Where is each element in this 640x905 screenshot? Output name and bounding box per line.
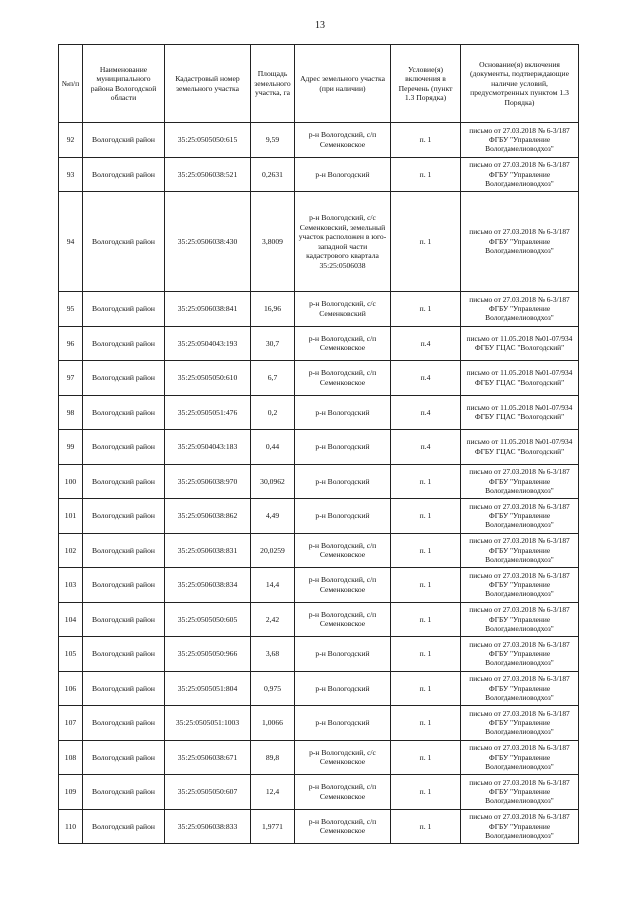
cell-number: 103 bbox=[59, 568, 83, 603]
cell-area: 30,7 bbox=[251, 326, 295, 361]
header-condition: Условие(я) включения в Перечень (пункт 1.3 Порядка) bbox=[391, 45, 461, 123]
cell-cadastral: 35:25:0506038:833 bbox=[165, 809, 251, 844]
cell-basis: письмо от 27.03.2018 № 6-3/187 ФГБУ "Управление Вологдамелиоводхоз" bbox=[461, 192, 579, 292]
cell-area: 1,0066 bbox=[251, 706, 295, 741]
cell-condition: п. 1 bbox=[391, 533, 461, 568]
cell-condition: п.4 bbox=[391, 361, 461, 396]
cell-basis: письмо от 27.03.2018 № 6-3/187 ФГБУ "Управление Вологдамелиоводхоз" bbox=[461, 602, 579, 637]
table-row bbox=[59, 430, 579, 465]
cell-condition: п. 1 bbox=[391, 637, 461, 672]
header-district: Наименование муниципального района Вологодской области bbox=[83, 45, 165, 123]
cell-number: 97 bbox=[59, 361, 83, 396]
cell-district: Вологодский район bbox=[83, 292, 165, 327]
table-row bbox=[59, 361, 579, 396]
cell-address: р-н Вологодский, с/п Семенковское bbox=[295, 361, 391, 396]
cell-area: 3,8009 bbox=[251, 192, 295, 292]
cell-address: р-н Вологодский, с/с Семенковский bbox=[295, 292, 391, 327]
cell-area: 9,59 bbox=[251, 123, 295, 158]
cell-district: Вологодский район bbox=[83, 464, 165, 499]
page-number: 13 bbox=[315, 20, 325, 31]
cell-address: р-н Вологодский bbox=[295, 395, 391, 430]
cell-basis: письмо от 27.03.2018 № 6-3/187 ФГБУ "Управление Вологдамелиоводхоз" bbox=[461, 123, 579, 158]
cell-condition: п. 1 bbox=[391, 740, 461, 775]
table-row bbox=[59, 292, 579, 327]
cell-address: р-н Вологодский, с/п Семенковское bbox=[295, 568, 391, 603]
cell-cadastral: 35:25:0506038:521 bbox=[165, 157, 251, 192]
cell-district: Вологодский район bbox=[83, 533, 165, 568]
table-row bbox=[59, 775, 579, 810]
cell-district: Вологодский район bbox=[83, 361, 165, 396]
cell-address: р-н Вологодский, с/п Семенковское bbox=[295, 602, 391, 637]
cell-basis: письмо от 11.05.2018 №01-07/934 ФГБУ ГЦАС "Вологодский" bbox=[461, 395, 579, 430]
cell-cadastral: 35:25:0506038:831 bbox=[165, 533, 251, 568]
table-row bbox=[59, 602, 579, 637]
cell-address: р-н Вологодский, с/с Семенковское bbox=[295, 740, 391, 775]
cell-address: р-н Вологодский bbox=[295, 671, 391, 706]
table-row bbox=[59, 568, 579, 603]
cell-cadastral: 35:25:0505050:966 bbox=[165, 637, 251, 672]
cell-basis: письмо от 11.05.2018 №01-07/934 ФГБУ ГЦАС "Вологодский" bbox=[461, 361, 579, 396]
cell-cadastral: 35:25:0505050:607 bbox=[165, 775, 251, 810]
header-number: №п/п bbox=[59, 45, 83, 123]
cell-district: Вологодский район bbox=[83, 740, 165, 775]
cell-district: Вологодский район bbox=[83, 671, 165, 706]
cell-district: Вологодский район bbox=[83, 157, 165, 192]
cell-condition: п. 1 bbox=[391, 671, 461, 706]
table-row bbox=[59, 395, 579, 430]
cell-basis: письмо от 11.05.2018 №01-07/934 ФГБУ ГЦАС "Вологодский" bbox=[461, 430, 579, 465]
cell-area: 30,0962 bbox=[251, 464, 295, 499]
cell-district: Вологодский район bbox=[83, 637, 165, 672]
cell-area: 0,975 bbox=[251, 671, 295, 706]
header-basis: Основание(я) включения (документы, подтверждающие наличие условий, предусмотренных пунктом 1.3 Порядка) bbox=[461, 45, 579, 123]
table-row bbox=[59, 192, 579, 292]
cell-cadastral: 35:25:0505051:1003 bbox=[165, 706, 251, 741]
table-header-row bbox=[59, 45, 579, 123]
cell-address: р-н Вологодский, с/п Семенковское bbox=[295, 775, 391, 810]
cell-area: 1,9771 bbox=[251, 809, 295, 844]
cell-address: р-н Вологодский bbox=[295, 430, 391, 465]
cell-basis: письмо от 27.03.2018 № 6-3/187 ФГБУ "Управление Вологдамелиоводхоз" bbox=[461, 740, 579, 775]
cell-number: 104 bbox=[59, 602, 83, 637]
cell-number: 101 bbox=[59, 499, 83, 534]
cell-number: 109 bbox=[59, 775, 83, 810]
cell-condition: п. 1 bbox=[391, 568, 461, 603]
cell-condition: п. 1 bbox=[391, 192, 461, 292]
table-row bbox=[59, 740, 579, 775]
cell-basis: письмо от 27.03.2018 № 6-3/187 ФГБУ "Управление Вологдамелиоводхоз" bbox=[461, 568, 579, 603]
cell-address: р-н Вологодский, с/п Семенковское bbox=[295, 533, 391, 568]
land-plots-table bbox=[58, 44, 579, 844]
cell-condition: п.4 bbox=[391, 395, 461, 430]
cell-address: р-н Вологодский, с/п Семенковское bbox=[295, 809, 391, 844]
cell-condition: п. 1 bbox=[391, 499, 461, 534]
cell-area: 2,42 bbox=[251, 602, 295, 637]
cell-area: 0,2631 bbox=[251, 157, 295, 192]
cell-area: 4,49 bbox=[251, 499, 295, 534]
header-area: Площадь земельного участка, га bbox=[251, 45, 295, 123]
cell-basis: письмо от 27.03.2018 № 6-3/187 ФГБУ "Управление Вологдамелиоводхоз" bbox=[461, 533, 579, 568]
cell-district: Вологодский район bbox=[83, 430, 165, 465]
cell-basis: письмо от 11.05.2018 №01-07/934 ФГБУ ГЦАС "Вологодский" bbox=[461, 326, 579, 361]
cell-cadastral: 35:25:0504043:193 bbox=[165, 326, 251, 361]
cell-number: 108 bbox=[59, 740, 83, 775]
cell-cadastral: 35:25:0506038:671 bbox=[165, 740, 251, 775]
cell-district: Вологодский район bbox=[83, 192, 165, 292]
cell-district: Вологодский район bbox=[83, 568, 165, 603]
cell-number: 94 bbox=[59, 192, 83, 292]
header-cadastral: Кадастровый номер земельного участка bbox=[165, 45, 251, 123]
cell-cadastral: 35:25:0506038:862 bbox=[165, 499, 251, 534]
cell-basis: письмо от 27.03.2018 № 6-3/187 ФГБУ "Управление Вологдамелиоводхоз" bbox=[461, 706, 579, 741]
cell-address: р-н Вологодский, с/п Семенковское bbox=[295, 123, 391, 158]
table-row bbox=[59, 499, 579, 534]
cell-condition: п. 1 bbox=[391, 602, 461, 637]
cell-condition: п.4 bbox=[391, 326, 461, 361]
cell-cadastral: 35:25:0506038:430 bbox=[165, 192, 251, 292]
cell-number: 110 bbox=[59, 809, 83, 844]
cell-condition: п. 1 bbox=[391, 157, 461, 192]
cell-district: Вологодский район bbox=[83, 395, 165, 430]
cell-basis: письмо от 27.03.2018 № 6-3/187 ФГБУ "Управление Вологдамелиоводхоз" bbox=[461, 775, 579, 810]
cell-area: 0,2 bbox=[251, 395, 295, 430]
cell-area: 0,44 bbox=[251, 430, 295, 465]
cell-area: 14,4 bbox=[251, 568, 295, 603]
cell-district: Вологодский район bbox=[83, 123, 165, 158]
cell-number: 95 bbox=[59, 292, 83, 327]
cell-address: р-н Вологодский bbox=[295, 464, 391, 499]
cell-cadastral: 35:25:0505050:605 bbox=[165, 602, 251, 637]
cell-number: 98 bbox=[59, 395, 83, 430]
cell-cadastral: 35:25:0504043:183 bbox=[165, 430, 251, 465]
cell-basis: письмо от 27.03.2018 № 6-3/187 ФГБУ "Управление Вологдамелиоводхоз" bbox=[461, 157, 579, 192]
cell-condition: п.4 bbox=[391, 430, 461, 465]
cell-basis: письмо от 27.03.2018 № 6-3/187 ФГБУ "Управление Вологдамелиоводхоз" bbox=[461, 809, 579, 844]
table-row bbox=[59, 123, 579, 158]
cell-address: р-н Вологодский, с/п Семенковское bbox=[295, 326, 391, 361]
cell-condition: п. 1 bbox=[391, 706, 461, 741]
table-row bbox=[59, 671, 579, 706]
cell-area: 16,96 bbox=[251, 292, 295, 327]
cell-basis: письмо от 27.03.2018 № 6-3/187 ФГБУ "Управление Вологдамелиоводхоз" bbox=[461, 637, 579, 672]
cell-condition: п. 1 bbox=[391, 123, 461, 158]
cell-area: 6,7 bbox=[251, 361, 295, 396]
cell-condition: п. 1 bbox=[391, 809, 461, 844]
cell-cadastral: 35:25:0505051:476 bbox=[165, 395, 251, 430]
cell-district: Вологодский район bbox=[83, 499, 165, 534]
cell-address: р-н Вологодский bbox=[295, 706, 391, 741]
cell-address: р-н Вологодский bbox=[295, 157, 391, 192]
cell-area: 89,8 bbox=[251, 740, 295, 775]
table-row bbox=[59, 533, 579, 568]
cell-number: 93 bbox=[59, 157, 83, 192]
cell-cadastral: 35:25:0505050:610 bbox=[165, 361, 251, 396]
cell-basis: письмо от 27.03.2018 № 6-3/187 ФГБУ "Управление Вологдамелиоводхоз" bbox=[461, 292, 579, 327]
cell-number: 105 bbox=[59, 637, 83, 672]
table-row bbox=[59, 157, 579, 192]
cell-address: р-н Вологодский bbox=[295, 637, 391, 672]
table-row bbox=[59, 326, 579, 361]
cell-basis: письмо от 27.03.2018 № 6-3/187 ФГБУ "Управление Вологдамелиоводхоз" bbox=[461, 671, 579, 706]
table-row bbox=[59, 464, 579, 499]
cell-district: Вологодский район bbox=[83, 706, 165, 741]
cell-cadastral: 35:25:0506038:841 bbox=[165, 292, 251, 327]
cell-cadastral: 35:25:0505050:615 bbox=[165, 123, 251, 158]
cell-district: Вологодский район bbox=[83, 809, 165, 844]
cell-area: 20,0259 bbox=[251, 533, 295, 568]
cell-address: р-н Вологодский, с/с Семенковский, земельный участок расположен в юго-западной части кадастрового квартала 35:25:0506038 bbox=[295, 192, 391, 292]
cell-address: р-н Вологодский bbox=[295, 499, 391, 534]
table-row bbox=[59, 637, 579, 672]
cell-district: Вологодский район bbox=[83, 326, 165, 361]
cell-cadastral: 35:25:0506038:970 bbox=[165, 464, 251, 499]
cell-number: 100 bbox=[59, 464, 83, 499]
cell-number: 99 bbox=[59, 430, 83, 465]
cell-number: 96 bbox=[59, 326, 83, 361]
cell-number: 107 bbox=[59, 706, 83, 741]
cell-condition: п. 1 bbox=[391, 775, 461, 810]
header-address: Адрес земельного участка (при наличии) bbox=[295, 45, 391, 123]
cell-number: 106 bbox=[59, 671, 83, 706]
cell-cadastral: 35:25:0505051:804 bbox=[165, 671, 251, 706]
cell-number: 102 bbox=[59, 533, 83, 568]
cell-area: 3,68 bbox=[251, 637, 295, 672]
cell-condition: п. 1 bbox=[391, 292, 461, 327]
cell-cadastral: 35:25:0506038:834 bbox=[165, 568, 251, 603]
cell-basis: письмо от 27.03.2018 № 6-3/187 ФГБУ "Управление Вологдамелиоводхоз" bbox=[461, 499, 579, 534]
cell-area: 12,4 bbox=[251, 775, 295, 810]
cell-district: Вологодский район bbox=[83, 775, 165, 810]
table-row bbox=[59, 809, 579, 844]
cell-condition: п. 1 bbox=[391, 464, 461, 499]
table-row bbox=[59, 706, 579, 741]
cell-number: 92 bbox=[59, 123, 83, 158]
cell-district: Вологодский район bbox=[83, 602, 165, 637]
cell-basis: письмо от 27.03.2018 № 6-3/187 ФГБУ "Управление Вологдамелиоводхоз" bbox=[461, 464, 579, 499]
